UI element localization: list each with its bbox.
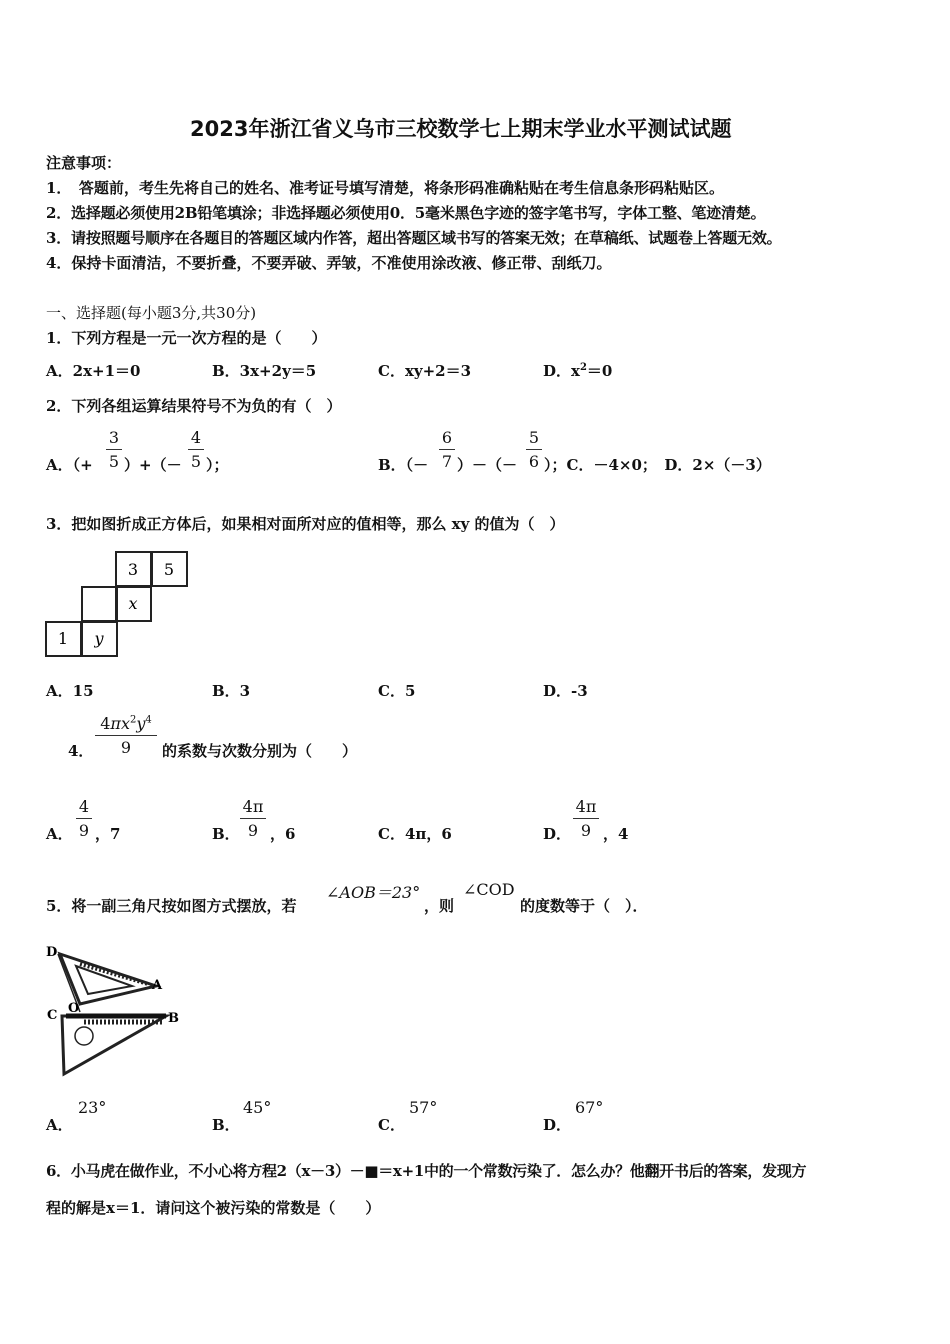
q5-triangle-rulers-figure [44, 940, 189, 1080]
q5-option-c[interactable]: C． [378, 1116, 405, 1134]
q2-a-mid: ）+（－ [124, 456, 182, 474]
q2-b-f1-num: 6 [441, 428, 453, 447]
q2-b-end: ）；C．－4×0； D．2×（－3） [544, 456, 771, 474]
q5-option-b[interactable]: B． [212, 1116, 240, 1134]
q5-c-value: 57° [409, 1098, 438, 1117]
q2-option-a-label[interactable]: A．（+ [46, 456, 93, 474]
q3-option-a[interactable]: A．15 [46, 682, 94, 700]
notice-item-3: 3．请按照题号顺序在各题目的答题区域内作答，超出答题区域书写的答案无效；在草稿纸、试题卷上答题无效。 [46, 229, 782, 247]
section-heading: 一、选择题(每小题3分,共30分) [46, 304, 257, 322]
q3-cube-net-figure [44, 550, 192, 660]
q1-option-a[interactable]: A．2x+1＝0 [46, 362, 141, 380]
q2-option-b-label[interactable]: B．（－ [378, 456, 429, 474]
net-label-1: 1 [57, 629, 69, 648]
point-label-b: B [168, 1011, 179, 1026]
q5-d-value: 67° [575, 1098, 604, 1117]
lower-set-square [62, 1016, 166, 1074]
q4-option-a[interactable]: A． [46, 825, 73, 843]
q2-a-f2-den: 5 [190, 452, 202, 471]
q1-d-exponent: 2 [579, 362, 587, 373]
q4-label: 4． [68, 742, 94, 760]
notice-item-1: 1． 答题前，考生先将自己的姓名、准考证号填写清楚，将条形码准确粘贴在考生信息条形码粘贴区。 [46, 179, 724, 197]
q3-option-c[interactable]: C．5 [378, 682, 416, 700]
q4-num-x: x [120, 714, 130, 733]
notice-item-2: 2．选择题必须使用2B铅笔填涂；非选择题必须使用0．5毫米黑色字迹的签字笔书写，字体工整、笔迹清楚。 [46, 204, 766, 222]
q2-b-mid: ）－（－ [457, 456, 518, 474]
q4-option-b[interactable]: B． [212, 825, 240, 843]
q6-stem-line-1: 6．小马虎在做作业，不小心将方程2（x－3）－■＝x+1中的一个常数污染了．怎么办？他翻开书后的答案，发现方 [46, 1162, 807, 1180]
q1-d-rest: ＝0 [586, 362, 613, 380]
q4-b-fraction [240, 797, 266, 840]
q5-stem-end: 的度数等于（ ）． [520, 897, 648, 915]
q3-stem: 3．把如图折成正方体后，如果相对面所对应的值相等，那么 xy 的值为（ ） [46, 515, 565, 533]
point-label-o: O [68, 1001, 80, 1016]
q1-option-c[interactable]: C．xy+2＝3 [378, 362, 472, 380]
q4-stem-fraction [95, 714, 157, 757]
q1-option-b[interactable]: B．3x+2y＝5 [212, 362, 317, 380]
q5-angle-asked: ∠COD [463, 880, 515, 899]
q4-stem-rest: 的系数与次数分别为（ ） [162, 742, 358, 760]
net-cell-mid-left [82, 587, 117, 621]
q4-a-den: 9 [78, 821, 90, 840]
q1-option-d[interactable] [543, 360, 612, 381]
q4-a-num: 4 [78, 797, 90, 816]
q1-stem: 1．下列方程是一元一次方程的是（ ） [46, 329, 327, 347]
q6-stem-line-2: 程的解是x＝1．请问这个被污染的常数是（ ） [46, 1199, 381, 1217]
q4-option-d[interactable]: D． [543, 825, 572, 843]
q5-option-a[interactable]: A． [46, 1116, 73, 1134]
q4-stem-denominator: 9 [120, 738, 132, 757]
q2-a-f1-num: 3 [108, 428, 120, 447]
upper-ruler-ticks [80, 964, 148, 984]
q4-num-y-exp: 4 [145, 714, 152, 726]
q3-option-d[interactable]: D．-3 [543, 682, 588, 700]
q1-d-base: D．x [543, 362, 580, 380]
q4-d-fraction [573, 797, 599, 840]
net-label-5: 5 [163, 560, 175, 579]
notice-item-4: 4．保持卡面清洁，不要折叠，不要弄破、弄皱，不准使用涂改液、修正带、刮纸刀。 [46, 254, 612, 272]
q4-d-den: 9 [580, 821, 592, 840]
q3-option-b[interactable]: B．3 [212, 682, 251, 700]
point-label-a: A [152, 978, 163, 993]
q4-b-rest: ，6 [270, 825, 296, 843]
q5-b-value: 45° [243, 1098, 272, 1117]
q5-stem-mid: ，则 [424, 897, 455, 915]
net-label-x: x [128, 594, 138, 613]
q2-b-f2-den: 6 [528, 452, 540, 471]
q2-stem: 2．下列各组运算结果符号不为负的有（ ） [46, 397, 342, 415]
q4-a-rest: ，7 [95, 825, 121, 843]
q4-num-pi: π [110, 714, 121, 733]
q5-a-value: 23° [78, 1098, 107, 1117]
page-title: 2023年浙江省义乌市三校数学七上期末学业水平测试试题 [190, 117, 732, 141]
lower-set-square-hole [75, 1027, 93, 1045]
q2-a-end: ）； [206, 456, 229, 474]
point-label-c: C [47, 1008, 58, 1023]
q4-num-coef: 4 [100, 714, 111, 733]
q4-a-fraction [76, 797, 92, 840]
q5-option-d[interactable]: D． [543, 1116, 572, 1134]
q5-angle-given: ∠AOB＝23° [326, 883, 421, 902]
q4-b-den: 9 [247, 821, 259, 840]
q4-d-num: 4π [575, 797, 597, 816]
notice-heading: 注意事项： [46, 154, 122, 172]
q4-d-rest: ，4 [603, 825, 629, 843]
point-label-d: D [46, 945, 58, 960]
q2-a-fraction-1 [106, 428, 122, 471]
net-label-3: 3 [127, 560, 139, 579]
q2-b-f1-den: 7 [441, 452, 453, 471]
q5-stem-start: 5．将一副三角尺按如图方式摆放，若 [46, 897, 297, 915]
q2-a-fraction-2 [188, 428, 204, 471]
q4-option-c[interactable]: C．4π，6 [378, 825, 452, 843]
q2-b-fraction-2 [526, 428, 542, 471]
q4-num-x-exp: 2 [129, 714, 137, 726]
q4-stem-numerator [95, 714, 157, 733]
q2-a-f2-num: 4 [190, 428, 202, 447]
net-label-y: y [94, 629, 104, 648]
q4-num-y: y [136, 714, 146, 733]
q2-a-f1-den: 5 [108, 452, 120, 471]
q2-b-f2-num: 5 [528, 428, 540, 447]
q2-b-fraction-1 [439, 428, 455, 471]
q4-b-num: 4π [242, 797, 264, 816]
